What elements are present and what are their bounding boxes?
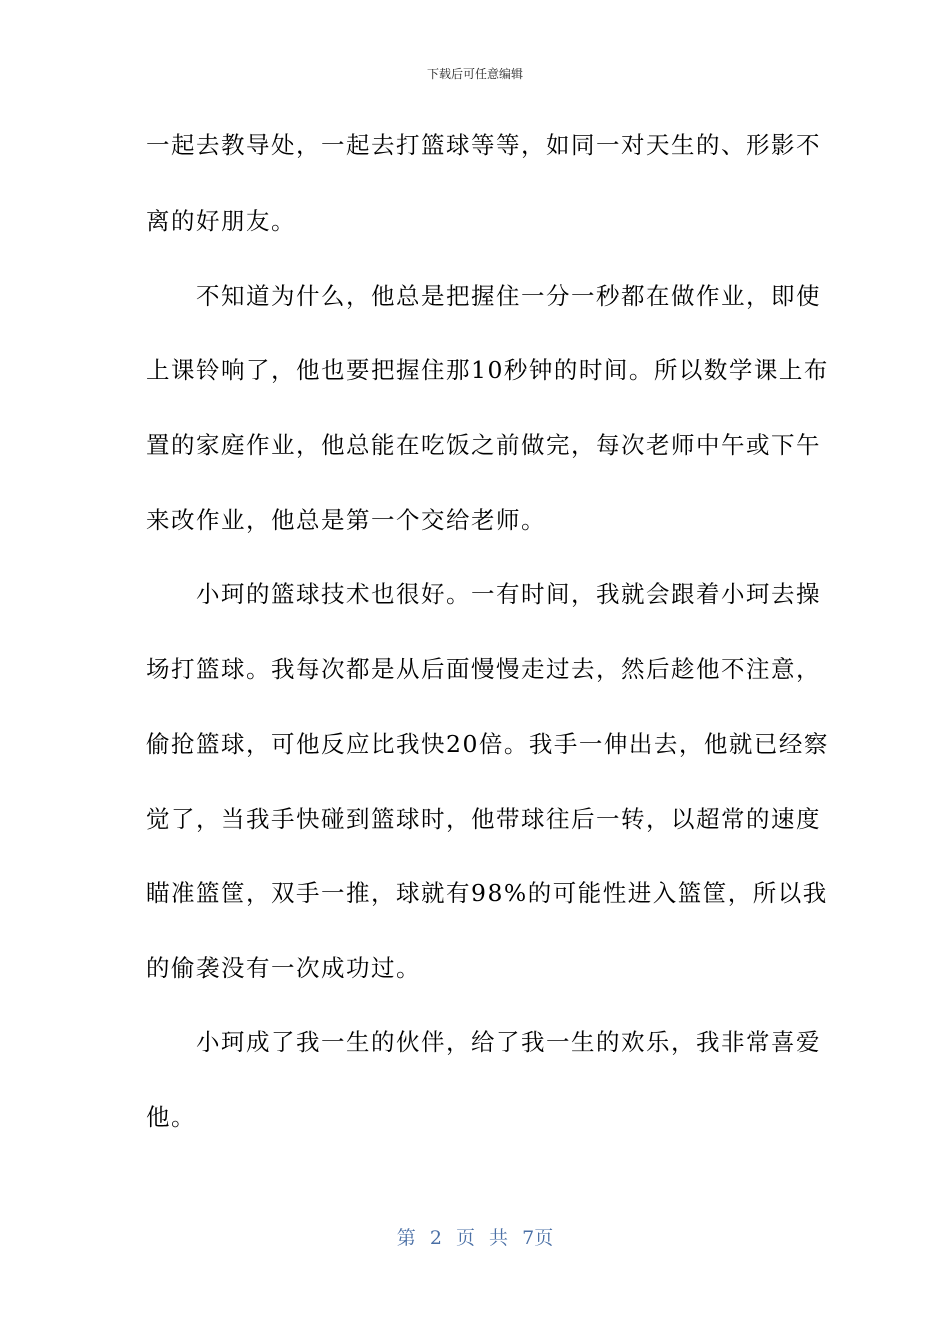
page-header: 下载后可任意编辑 (426, 67, 523, 81)
body-line: 小珂成了我一生的伙伴，给了我一生的欢乐，我非常喜爱 (146, 1028, 821, 1056)
footer-page-label: 页 (455, 1227, 475, 1249)
body-line: 置的家庭作业，他总能在吃饭之前做完，每次老师中午或下午 (146, 431, 821, 459)
footer-total-label: 共 (489, 1227, 509, 1249)
body-line: 上课铃响了，他也要把握住那10秒钟的时间。所以数学课上布 (146, 356, 829, 384)
footer-prefix: 第 (396, 1227, 416, 1249)
body-line: 的偷袭没有一次成功过。 (146, 954, 421, 982)
current-page-number: 2 (429, 1227, 442, 1249)
total-pages: 7页 (522, 1227, 554, 1249)
body-line: 瞄准篮筐，双手一推，球就有98%的可能性进入篮筐，所以我 (146, 879, 828, 907)
body-line: 场打篮球。我每次都是从后面慢慢走过去，然后趁他不注意， (146, 655, 821, 683)
body-line: 来改作业，他总是第一个交给老师。 (146, 506, 546, 534)
body-line: 小珂的篮球技术也很好。一有时间，我就会跟着小珂去操 (146, 580, 821, 608)
page-footer (0, 1226, 950, 1250)
body-line: 觉了，当我手快碰到篮球时，他带球往后一转，以超常的速度 (146, 805, 821, 833)
body-line: 不知道为什么，他总是把握住一分一秒都在做作业，即使 (146, 282, 821, 310)
body-line: 偷抢篮球，可他反应比我快20倍。我手一伸出去，他就已经察 (146, 730, 829, 758)
body-line: 离的好朋友。 (146, 207, 296, 235)
body-line: 一起去教导处，一起去打篮球等等，如同一对天生的、形影不 (146, 131, 821, 159)
body-line: 他。 (146, 1103, 196, 1131)
